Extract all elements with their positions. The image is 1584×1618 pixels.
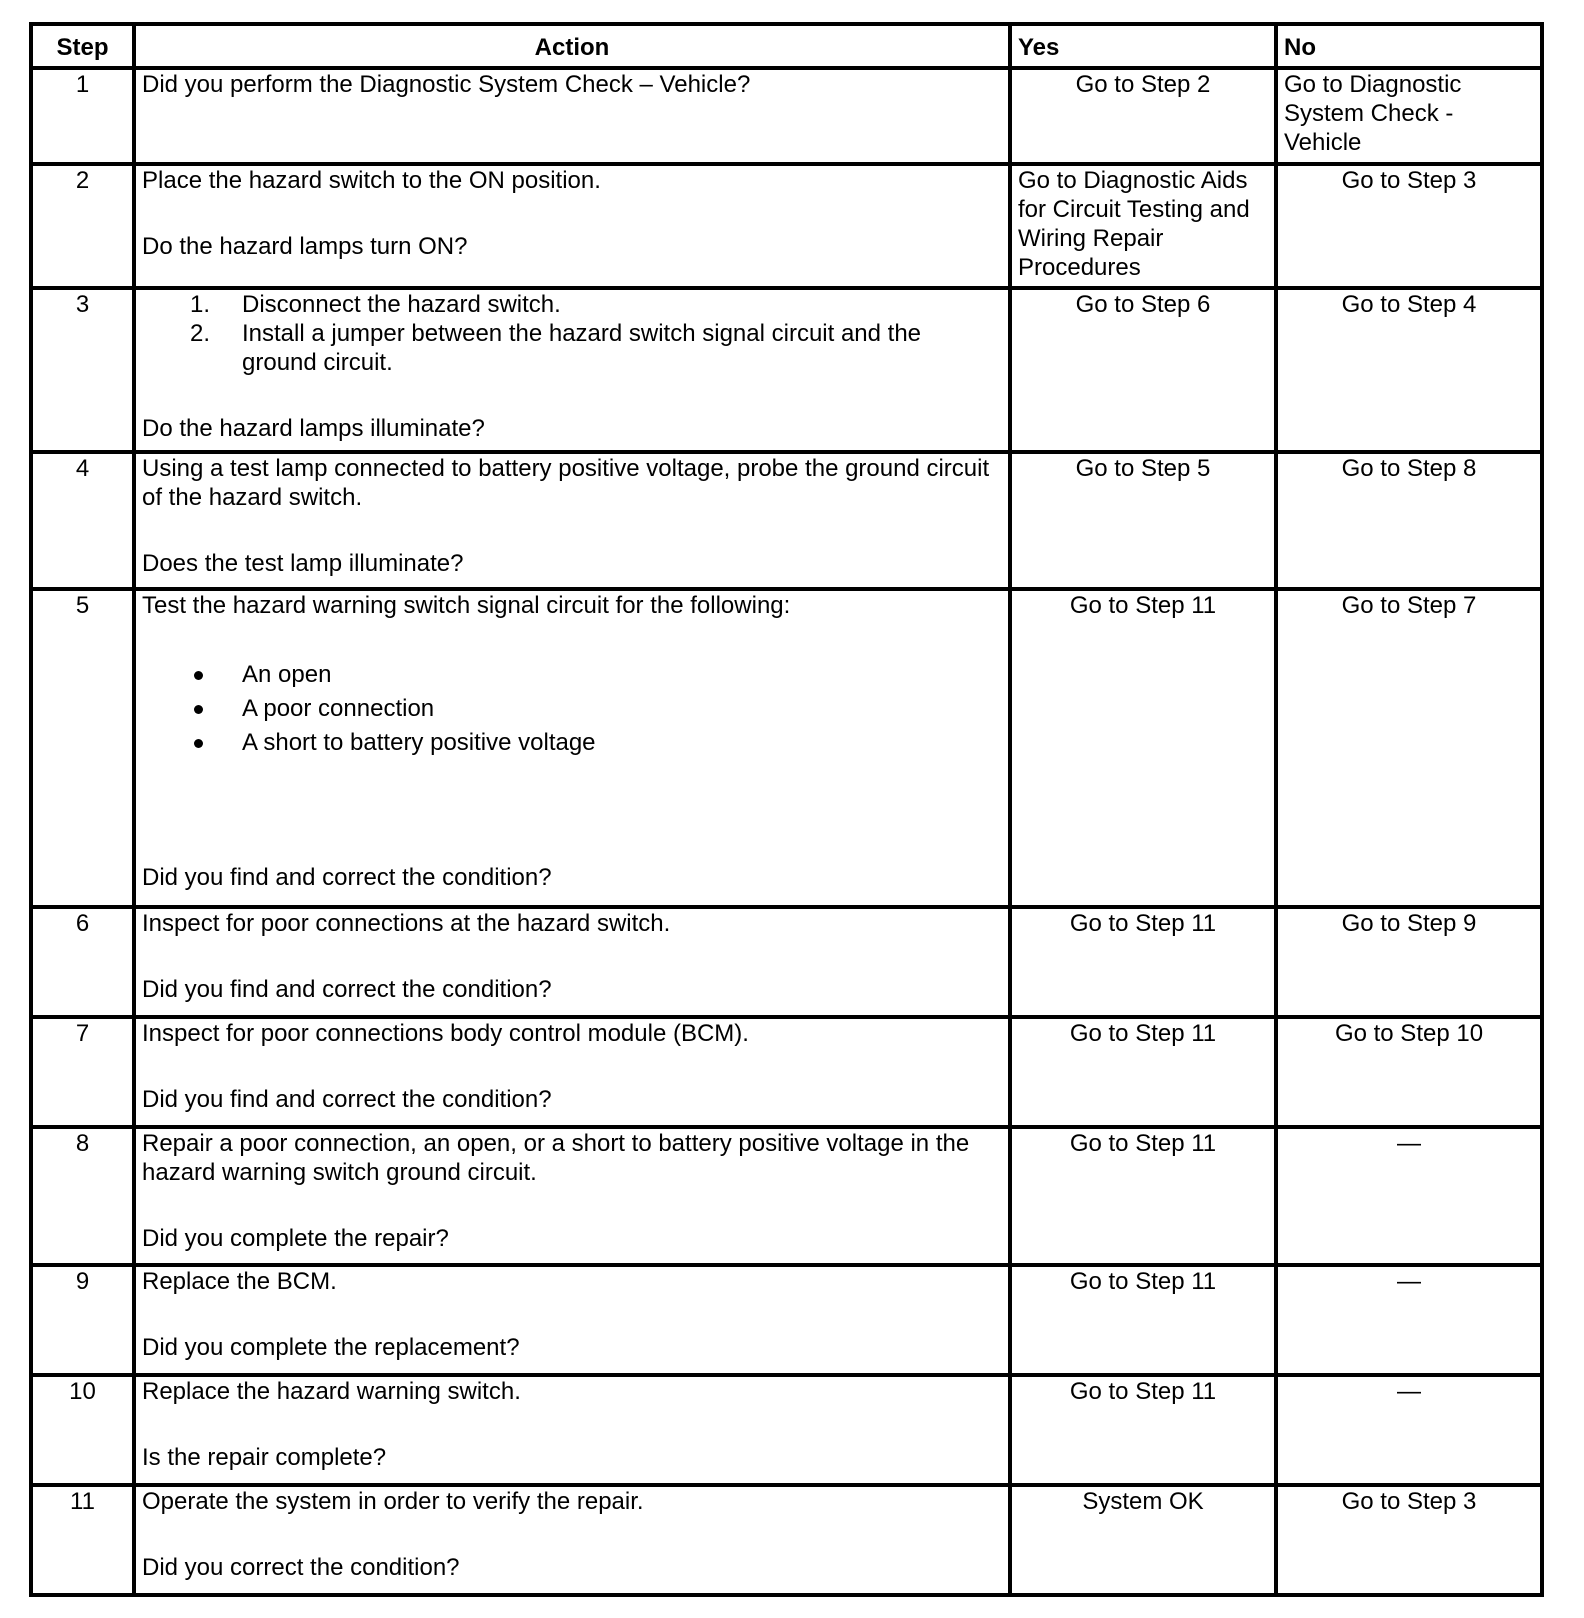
table-row (31, 907, 1542, 1017)
step-number: 5 (31, 589, 134, 907)
action-cell (134, 452, 1010, 589)
action-cell (134, 1017, 1010, 1127)
yes-cell: Go to Step 11 (1010, 907, 1276, 1017)
no-cell: — (1276, 1265, 1542, 1375)
header-no: No (1276, 24, 1542, 68)
table-row (31, 288, 1542, 452)
action-cell (134, 288, 1010, 452)
yes-cell: Go to Step 2 (1010, 68, 1276, 164)
list-number: 2. (190, 320, 211, 347)
action-question: Does the test lamp illuminate? (142, 550, 464, 577)
diagnostic-table (29, 22, 1544, 1597)
action-instruction: Inspect for poor connections at the hazard switch. (142, 910, 671, 937)
step-number: 10 (31, 1375, 134, 1485)
yes-cell: Go to Step 11 (1010, 589, 1276, 907)
header-yes: Yes (1010, 24, 1276, 68)
header-action: Action (134, 24, 1010, 68)
action-question: Do the hazard lamps turn ON? (142, 233, 468, 260)
action-question: Is the repair complete? (142, 1444, 387, 1471)
action-cell (134, 68, 1010, 164)
no-cell: — (1276, 1127, 1542, 1265)
yes-cell: Go to Step 6 (1010, 288, 1276, 452)
no-cell: Go to Step 3 (1276, 1485, 1542, 1595)
table-row (31, 164, 1542, 288)
action-question: Do the hazard lamps illuminate? (142, 415, 485, 442)
action-instruction: Inspect for poor connections body control module (BCM). (142, 1020, 749, 1047)
action-instruction: Did you perform the Diagnostic System Check – Vehicle? (142, 71, 751, 98)
action-question: Did you correct the condition? (142, 1554, 460, 1581)
action-cell (134, 1127, 1010, 1265)
action-instruction: Repair a poor connection, an open, or a short to battery positive voltage in the hazard warning switch ground circuit. (142, 1130, 970, 1186)
action-instruction: Test the hazard warning switch signal circuit for the following: (142, 592, 791, 619)
step-number: 6 (31, 907, 134, 1017)
bullet-icon (194, 705, 203, 714)
table-row (31, 1127, 1542, 1265)
no-cell: Go to Step 3 (1276, 164, 1542, 288)
yes-cell: System OK (1010, 1485, 1276, 1595)
no-cell: Go to Step 9 (1276, 907, 1542, 1017)
list-item (142, 726, 1002, 760)
list-text: Disconnect the hazard switch. (242, 291, 561, 318)
table-row (31, 1375, 1542, 1485)
action-question: Did you find and correct the condition? (142, 976, 552, 1003)
no-cell: Go to Step 4 (1276, 288, 1542, 452)
list-text: A poor connection (242, 695, 435, 722)
yes-cell: Go to Step 11 (1010, 1375, 1276, 1485)
bullet-icon (194, 671, 203, 680)
step-number: 8 (31, 1127, 134, 1265)
action-cell (134, 1485, 1010, 1595)
step-number: 4 (31, 452, 134, 589)
action-instruction: Replace the BCM. (142, 1268, 337, 1295)
no-cell: — (1276, 1375, 1542, 1485)
action-instruction: Operate the system in order to verify the repair. (142, 1488, 644, 1515)
action-question: Did you complete the replacement? (142, 1334, 520, 1361)
action-cell (134, 907, 1010, 1017)
table-row (31, 1265, 1542, 1375)
list-text: An open (242, 661, 332, 688)
action-instruction: Replace the hazard warning switch. (142, 1378, 521, 1405)
yes-cell: Go to Step 11 (1010, 1017, 1276, 1127)
step-number: 7 (31, 1017, 134, 1127)
step-number: 2 (31, 164, 134, 288)
step-number: 3 (31, 288, 134, 452)
no-cell: Go to Diagnostic System Check - Vehicle (1276, 68, 1542, 164)
list-text: Install a jumper between the hazard switch signal circuit and the ground circuit. (242, 320, 922, 376)
action-question: Did you complete the repair? (142, 1225, 449, 1252)
yes-cell: Go to Step 11 (1010, 1265, 1276, 1375)
table-row (31, 589, 1542, 907)
step-number: 1 (31, 68, 134, 164)
no-cell: Go to Step 7 (1276, 589, 1542, 907)
action-question: Did you find and correct the condition? (142, 864, 552, 891)
yes-cell: Go to Step 5 (1010, 452, 1276, 589)
list-item (142, 692, 1002, 726)
yes-cell: Go to Step 11 (1010, 1127, 1276, 1265)
no-cell: Go to Step 10 (1276, 1017, 1542, 1127)
action-question: Did you find and correct the condition? (142, 1086, 552, 1113)
list-item (142, 658, 1002, 692)
table-row (31, 1485, 1542, 1595)
no-cell: Go to Step 8 (1276, 452, 1542, 589)
step-number: 9 (31, 1265, 134, 1375)
action-cell (134, 164, 1010, 288)
bullet-icon (194, 739, 203, 748)
header-step: Step (31, 24, 134, 68)
bullet-list (142, 658, 1002, 760)
list-item (142, 319, 1002, 377)
numbered-list (142, 290, 1002, 377)
header-row (31, 24, 1542, 68)
action-instruction: Place the hazard switch to the ON position. (142, 167, 601, 194)
yes-cell: Go to Diagnostic Aids for Circuit Testing and Wiring Repair Procedures (1010, 164, 1276, 288)
table-row (31, 1017, 1542, 1127)
list-text: A short to battery positive voltage (242, 729, 596, 756)
list-number: 1. (190, 291, 211, 318)
action-cell (134, 1265, 1010, 1375)
table-row (31, 68, 1542, 164)
action-cell (134, 589, 1010, 907)
list-item (142, 290, 1002, 319)
action-instruction: Using a test lamp connected to battery positive voltage, probe the ground circuit of the hazard switch. (142, 455, 990, 511)
action-cell (134, 1375, 1010, 1485)
step-number: 11 (31, 1485, 134, 1595)
table-row (31, 452, 1542, 589)
